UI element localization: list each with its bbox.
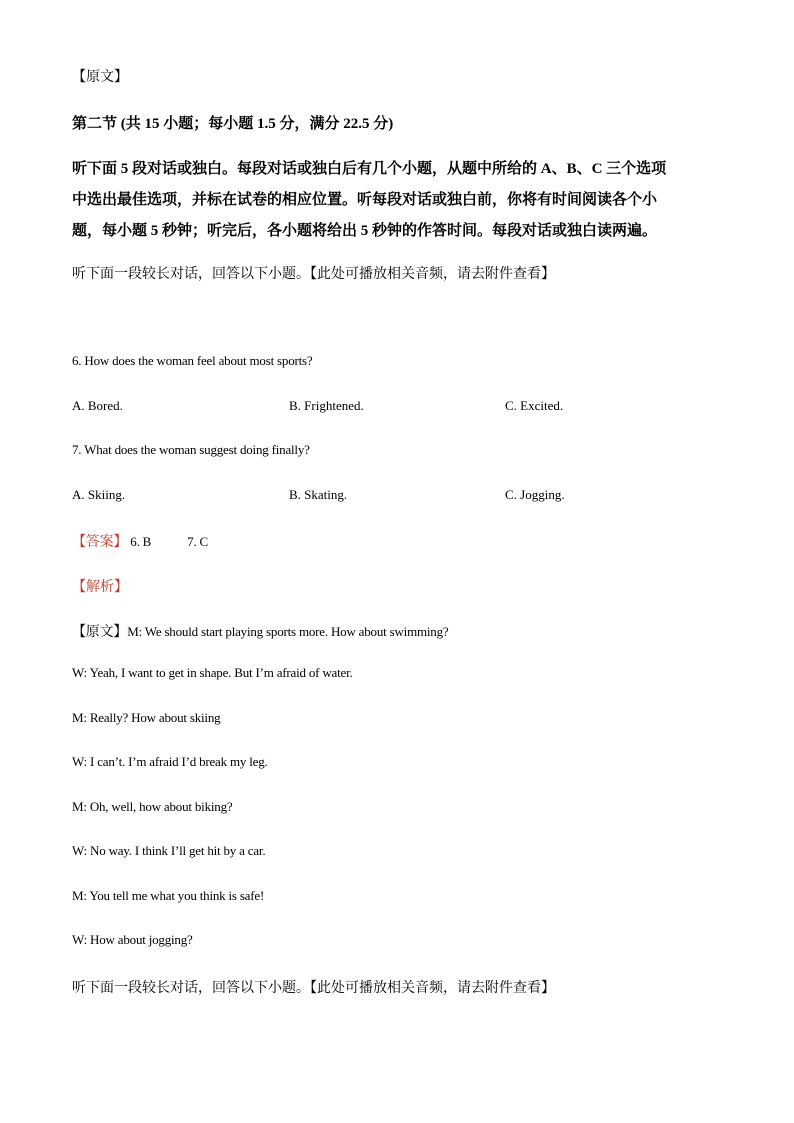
option-a: A. Bored.	[72, 398, 123, 413]
instruction-line-2: 中选出最佳选项，并标在试卷的相应位置。听每段对话或独白前，你将有时间阅读各个小	[72, 192, 658, 208]
transcript-line: W: I can’t. I’m afraid I’d break my leg.	[72, 754, 268, 769]
instruction-line-3: 题，每小题 5 秒钟；听完后，各小题将给出 5 秒钟的作答时间。每段对话或独白读两遍。	[72, 223, 658, 239]
answer-7: 7. C	[187, 534, 209, 549]
option-b: B. Frightened.	[289, 398, 364, 413]
audio-note: 听下面一段较长对话，回答以下小题。【此处可播放相关音频，请去附件查看】	[72, 266, 555, 282]
transcript-label: 【原文】	[72, 624, 128, 640]
transcript-line: M: We should start playing sports more. How about swimming?	[127, 624, 449, 639]
transcript-line: M: You tell me what you think is safe!	[72, 888, 265, 903]
question-stem: 7. What does the woman suggest doing finally?	[72, 442, 310, 457]
question-stem: 6. How does the woman feel about most sports?	[72, 353, 313, 368]
transcript-line: W: How about jogging?	[72, 932, 193, 947]
transcript-line: M: Oh, well, how about biking?	[72, 799, 233, 814]
transcript-first-line	[72, 621, 448, 641]
transcript-line: W: Yeah, I want to get in shape. But I’m afraid of water.	[72, 665, 353, 680]
answer-6: 6. B	[130, 534, 152, 549]
option-c: C. Jogging.	[505, 487, 565, 502]
option-b: B. Skating.	[289, 487, 348, 502]
answer-line	[72, 531, 208, 551]
option-a: A. Skiing.	[72, 487, 126, 502]
transcript-line: W: No way. I think I’ll get hit by a car.	[72, 843, 266, 858]
option-c: C. Excited.	[505, 398, 564, 413]
transcript-line: M: Really? How about skiing	[72, 710, 221, 725]
header-original: 【原文】	[72, 69, 128, 85]
instruction-line-1: 听下面 5 段对话或独白。每段对话或独白后有几个小题，从题中所给的 A、B、C 三个选项	[72, 161, 667, 177]
section-title: 第二节 (共 15 小题；每小题 1.5 分，满分 22.5 分)	[72, 116, 394, 132]
analysis-label: 【解析】	[72, 579, 128, 595]
answer-label: 【答案】	[72, 534, 128, 550]
audio-note: 听下面一段较长对话，回答以下小题。【此处可播放相关音频，请去附件查看】	[72, 980, 555, 996]
